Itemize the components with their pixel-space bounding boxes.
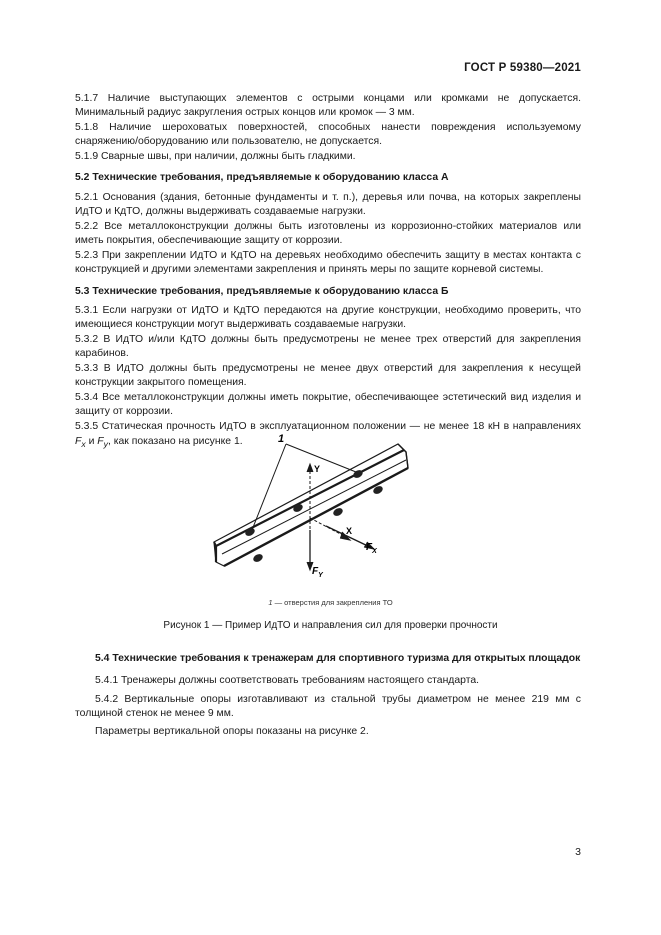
paragraph-5-4-2: 5.4.2 Вертикальные опоры изготавливают из стальной трубы диаметром не менее 219 мм с толщиной стенок не менее 9 мм. <box>75 693 581 719</box>
paragraph-5-2-2: 5.2.2 Все металлоконструкции должны быть изготовлены из коррозионно-стойких материалов или иметь покрытия, обеспечивающие защиту от коррозии. <box>75 220 581 247</box>
callout-number: 1 <box>278 433 285 445</box>
p535-end: , как показано на рисунке 1. <box>107 435 243 447</box>
section-5-4-block <box>75 652 581 743</box>
hole-icon <box>252 553 264 564</box>
bracket-bottom-edge <box>224 468 408 566</box>
force-fx-label: $F_X$ <box>366 542 377 555</box>
paragraph-5-2-1: 5.2.1 Основания (здания, бетонные фундаменты и т. п.), деревья или почва, на которых закреплены ИдТО и КдТО, должны выдерживать создаваемые нагрузки. <box>75 191 581 218</box>
paragraph-5-3-1: 5.3.1 Если нагрузки от ИдТО и КдТО передаются на другие конструкции, необходимо проверить, что имеющиеся конструкции могут выдерживать создаваемые нагрузки. <box>75 304 581 331</box>
force-fy: $F_y$ <box>97 435 108 449</box>
heading-5-3: 5.3 Технические требования, предъявляемые к оборудованию класса Б <box>75 285 449 297</box>
callout-line <box>286 444 356 472</box>
axis-y-arrow <box>307 464 313 472</box>
heading-5-2: 5.2 Технические требования, предъявляемые к оборудованию класса А <box>75 172 449 184</box>
paragraph-5-1-7: 5.1.7 Наличие выступающих элементов с острыми концами или кромками не допускается. Минимальный радиус закругления острых концов или кромок — 3 мм. <box>75 93 581 119</box>
paragraph-5-1-9: 5.1.9 Сварные швы, при наличии, должны быть гладкими. <box>75 151 356 163</box>
document-header: ГОСТ Р 59380—2021 <box>464 62 581 74</box>
page-number: 3 <box>575 846 581 858</box>
legend-text: — отверстия для закрепления ТО <box>272 598 393 607</box>
force-fx: $F_x$ <box>75 435 86 449</box>
paragraph-5-1-8: 5.1.8 Наличие шероховатых поверхностей, способных нанести повреждения используемому снаряжению/оборудованию или пользователю, не допускается. <box>75 122 581 148</box>
figure-caption: Рисунок 1 — Пример ИдТО и направления сил для проверки прочности <box>163 620 498 631</box>
axis-y-label: Y <box>314 464 321 474</box>
paragraph-5-3-4: 5.3.4 Все металлоконструкции должны иметь покрытие, обеспечивающее эстетический вид изделия и защиту от коррозии. <box>75 392 581 418</box>
figure-1-angle-bracket <box>200 430 460 590</box>
force-fy-label: $F_Y$ <box>312 566 323 579</box>
figure-legend <box>0 598 661 607</box>
main-text-block <box>75 92 581 451</box>
legend-number: 1 <box>268 598 273 607</box>
p535-and: и <box>85 435 98 447</box>
paragraph-5-3-3: 5.3.3 В ИдТО должны быть предусмотрены не менее двух отверстий для закрепления к несущей конструкции закрытого помещения. <box>75 363 581 389</box>
axis-x-label: X <box>346 526 353 536</box>
paragraph-5-3-2: 5.3.2 В ИдТО и/или КдТО должны быть предусмотрены не менее трех отверстий для закрепления карабинов. <box>75 333 581 360</box>
paragraph-5-2-3: 5.2.3 При закреплении ИдТО и КдТО на деревьях необходимо обеспечить защиту в местах контакта с конструкцией и другими элементами закрепления и принять меры по защите корневой системы. <box>75 249 581 276</box>
heading-5-4: 5.4 Технические требования к тренажерам для спортивного туризма для открытых площадок <box>95 653 581 664</box>
p535-start: 5.3.5 Статическая прочность ИдТО в эксплуатационном положении — не менее 18 кН в направлениях <box>75 421 581 433</box>
paragraph-figure-2-ref: Параметры вертикальной опоры показаны на рисунке 2. <box>95 726 369 738</box>
bracket-inner-edge <box>222 460 406 554</box>
paragraph-5-4-1: 5.4.1 Тренажеры должны соответствовать требованиям настоящего стандарта. <box>95 675 480 687</box>
